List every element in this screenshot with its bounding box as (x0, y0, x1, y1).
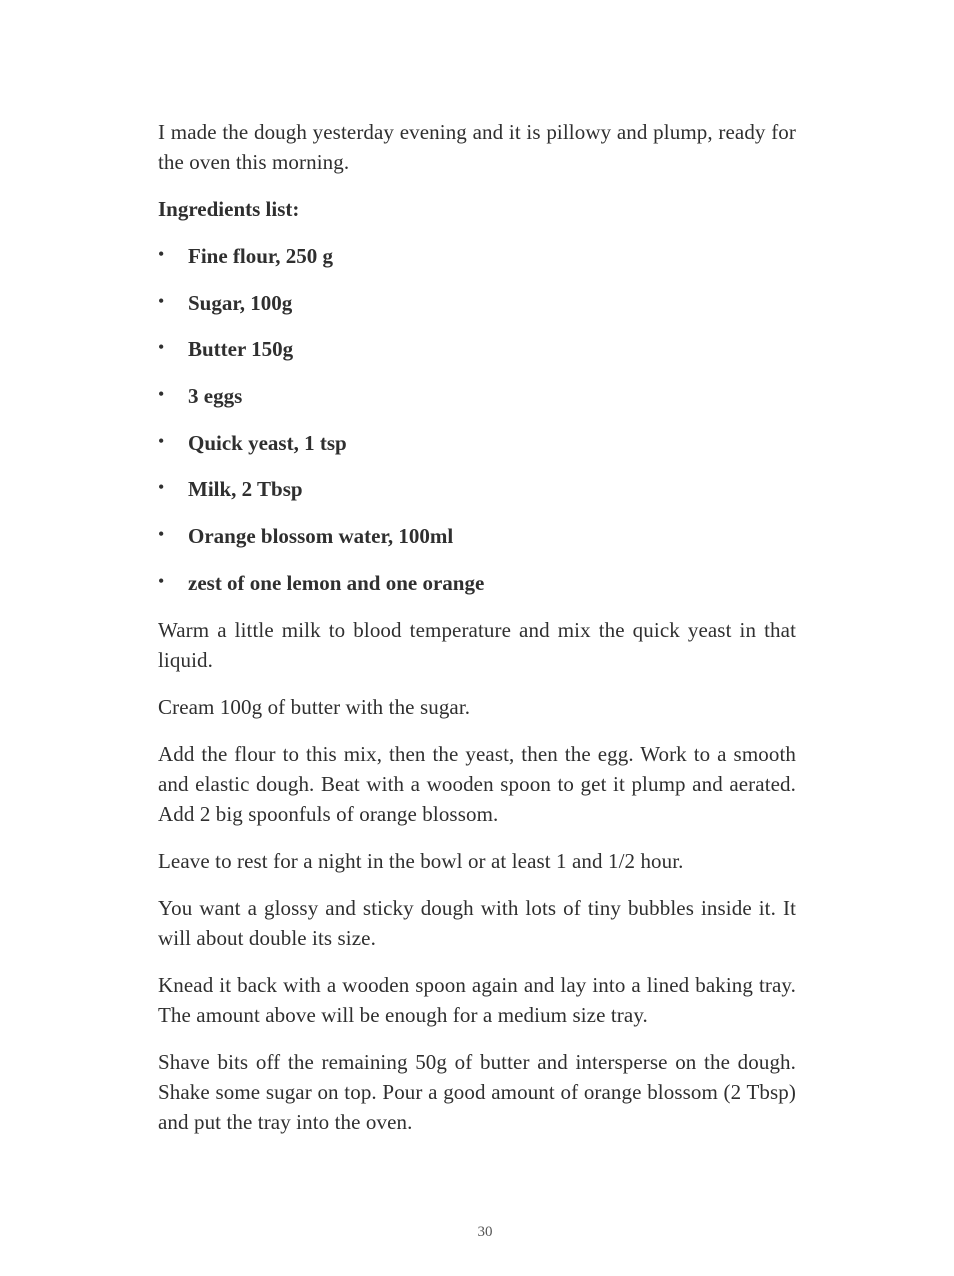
bullet-icon: • (158, 290, 165, 311)
list-item (158, 428, 796, 458)
bullet-icon: • (158, 430, 165, 451)
step-paragraph: You want a glossy and sticky dough with lots of tiny bubbles inside it. It will about double its size. (158, 895, 796, 950)
ingredient-text: Quick yeast, 1 tsp (188, 430, 347, 455)
ingredient-text: Orange blossom water, 100ml (188, 524, 454, 549)
ingredient-text: Sugar, 100g (188, 290, 293, 315)
bullet-icon: • (158, 477, 165, 498)
list-item (158, 521, 796, 551)
page-content (158, 117, 796, 1154)
ingredient-text: Butter 150g (188, 337, 294, 362)
ingredient-text: Fine flour, 250 g (188, 244, 334, 268)
page-number: 30 (477, 1224, 493, 1240)
ingredients-list (158, 241, 796, 598)
ingredients-heading: Ingredients list: (158, 197, 300, 221)
step-paragraph: Cream 100g of butter with the sugar. (158, 694, 471, 719)
ingredient-text: Milk, 2 Tbsp (188, 477, 303, 502)
intro-paragraph: I made the dough yesterday evening and it is pillowy and plump, ready for the oven this morning. (158, 120, 796, 174)
bullet-icon: • (158, 244, 165, 264)
step-paragraph: Shave bits off the remaining 50g of butter and intersperse on the dough. Shake some sugar on top. Pour a good amount of orange blossom (2 Tbsp) and put the tray into the oven. (158, 1049, 796, 1134)
ingredient-text: zest of one lemon and one orange (188, 570, 485, 595)
step-paragraph: Add the flour to this mix, then the yeast, then the egg. Work to a smooth and elastic dough. Beat with a wooden spoon to get it plump and aerated. Add 2 big spoonfuls of orange blossom. (158, 741, 796, 826)
step-paragraph: Warm a little milk to blood temperature and mix the quick yeast in that liquid. (158, 617, 796, 672)
list-item (158, 568, 796, 598)
bullet-icon: • (158, 384, 165, 405)
list-item (158, 241, 796, 271)
step-paragraph: Leave to rest for a night in the bowl or at least 1 and 1/2 hour. (158, 848, 684, 873)
step-paragraph: Knead it back with a wooden spoon again and lay into a lined baking tray. The amount above will be enough for a medium size tray. (158, 972, 796, 1027)
ingredient-text: 3 eggs (188, 384, 243, 409)
bullet-icon: • (158, 337, 165, 358)
list-item (158, 288, 796, 318)
list-item (158, 474, 796, 504)
list-item (158, 381, 796, 411)
bullet-icon: • (158, 524, 165, 545)
bullet-icon: • (158, 570, 165, 591)
list-item (158, 334, 796, 364)
